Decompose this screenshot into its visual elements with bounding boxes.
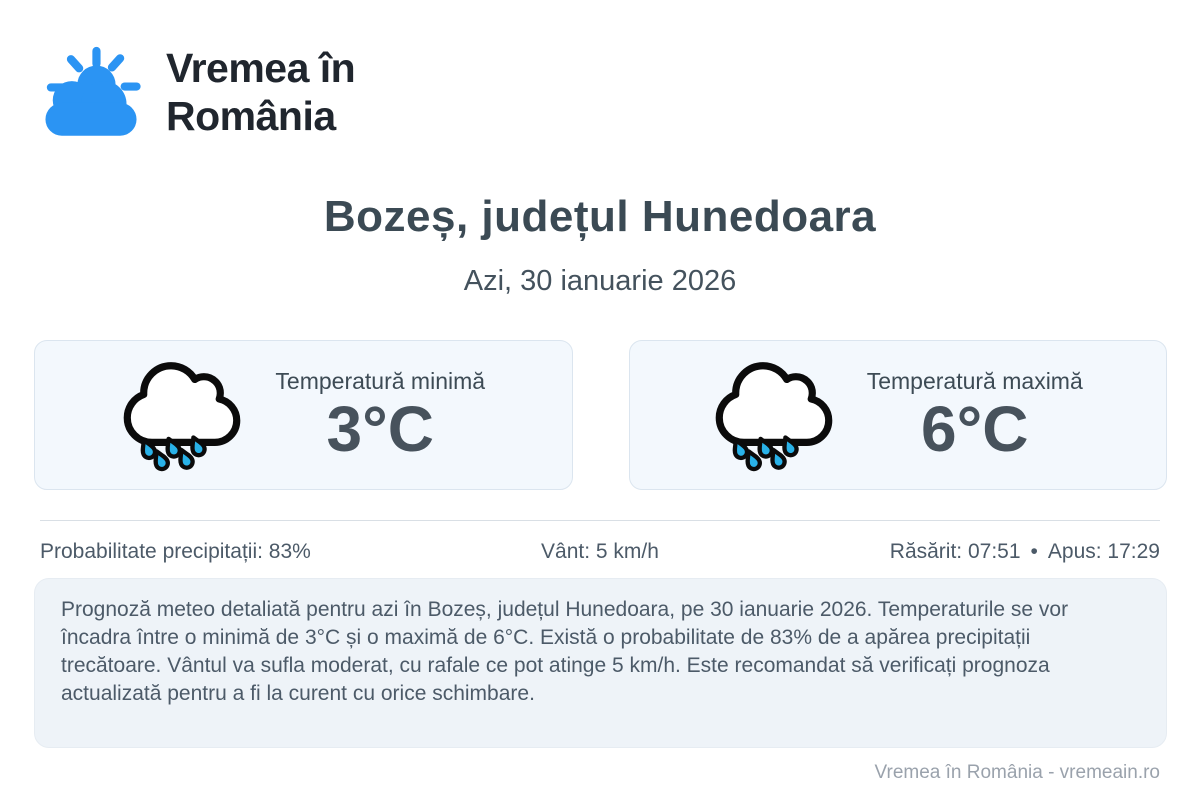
stats-divider xyxy=(40,520,1160,521)
max-temperature-value: 6°C xyxy=(921,392,1029,465)
sun-times-stat xyxy=(787,540,1160,564)
min-temperature-text xyxy=(275,367,486,465)
page-title: Bozeș, județul Hunedoara xyxy=(323,192,877,241)
max-temperature-card xyxy=(629,340,1168,490)
footer-credit: Vremea în România - vremeain.ro xyxy=(874,762,1160,783)
site-name-line1: Vremea în xyxy=(166,45,356,91)
bullet-separator: • xyxy=(1030,540,1038,563)
sunrise-stat: Răsărit: 07:51 xyxy=(889,540,1021,563)
stats-row xyxy=(40,540,1160,564)
temperature-cards xyxy=(34,340,1167,490)
min-temperature-label: Temperatură minimă xyxy=(275,367,486,394)
sunset-stat: Apus: 17:29 xyxy=(1047,540,1160,563)
min-temperature-card xyxy=(34,340,573,490)
rain-cloud-icon xyxy=(121,356,243,474)
forecast-description-box xyxy=(34,578,1167,748)
date-subtitle: Azi, 30 ianuarie 2026 xyxy=(463,265,737,297)
forecast-description-text: Prognoză meteo detaliată pentru azi în Bozeș, județul Hunedoara, pe 30 ianuarie 2026. Temperaturile se vor încadra între o minimă de 3°C și o maximă de 6°C. Există o probabilitate de 83% de a apărea precipitații trecătoare. Vântul va sufla moderat, cu rafale ce pot atinge 5 km/h. Este recomandat să verificați prognoza actualizată pentru a fi la curent cu orice schimbare. xyxy=(61,598,1069,705)
max-temperature-text xyxy=(866,367,1083,465)
wind-stat: Vânt: 5 km/h xyxy=(541,540,659,563)
sun-behind-cloud-icon xyxy=(40,44,142,140)
precipitation-stat: Probabilitate precipitații: 83% xyxy=(40,540,311,563)
site-name xyxy=(166,44,355,140)
min-temperature-value: 3°C xyxy=(326,392,434,465)
rain-cloud-icon xyxy=(713,356,835,474)
site-name-line2: România xyxy=(166,93,336,139)
site-logo xyxy=(40,44,355,140)
max-temperature-label: Temperatură maximă xyxy=(866,367,1083,394)
